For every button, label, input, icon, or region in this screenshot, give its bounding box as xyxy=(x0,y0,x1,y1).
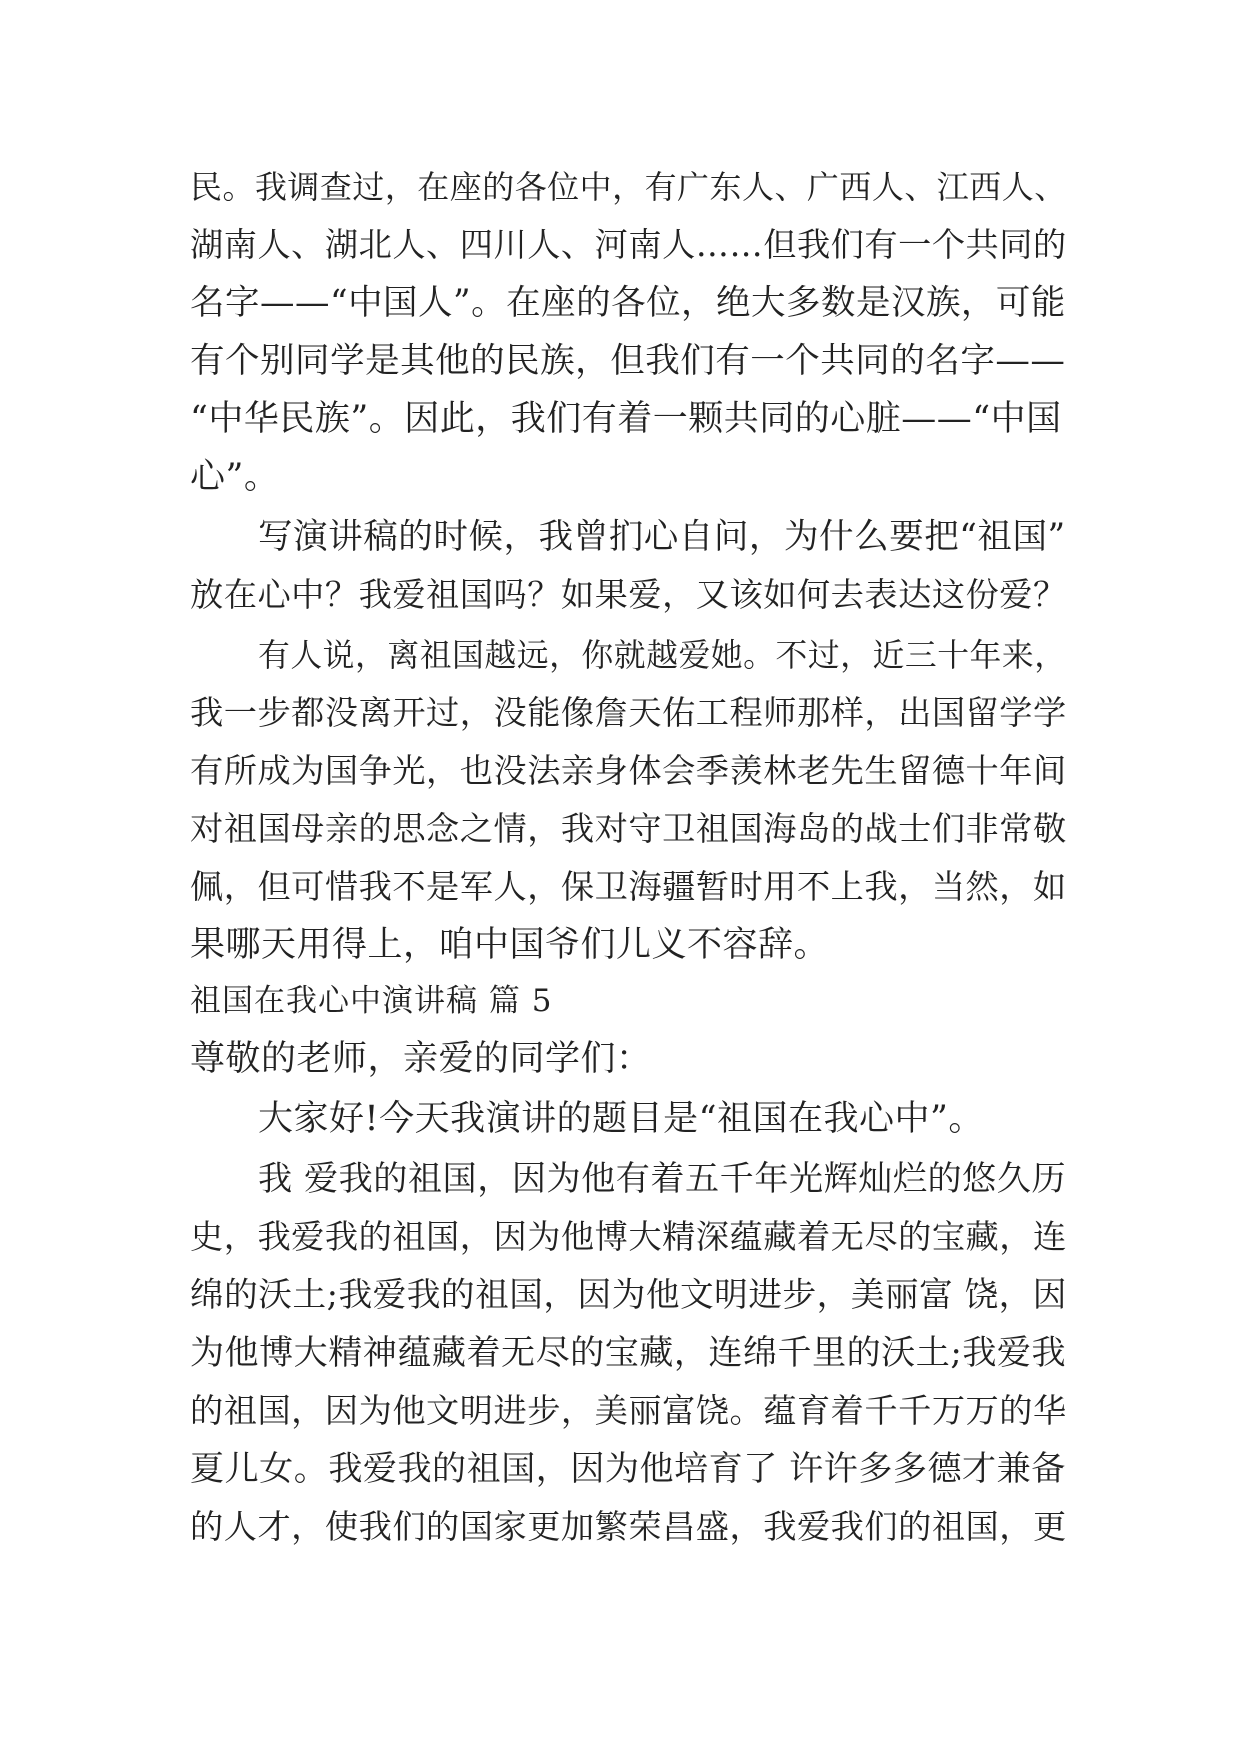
body-line: 有所成为国争光，也没法亲身体会季羡林老先生留德十年间 xyxy=(190,751,1067,790)
body-line: 名字——“中国人”。在座的各位，绝大多数是汉族，可能 xyxy=(190,283,1066,323)
body-line: 佩，但可惜我不是军人，保卫海疆暂时用不上我，当然，如 xyxy=(190,867,1067,906)
body-line: 果哪天用得上，咱中国爷们儿义不容辞。 xyxy=(190,925,830,965)
body-line: 史，我爱我的祖国，因为他博大精深蕴藏着无尽的宝藏，连 xyxy=(190,1217,1067,1256)
salutation-line: 尊敬的老师，亲爱的同学们： xyxy=(190,1039,652,1079)
body-line: 民。我调查过，在座的各位中，有广东人、广西人、江西人、 xyxy=(190,168,1067,206)
body-line: 夏儿女。我爱我的祖国，因为他培育了 许许多多德才兼备 xyxy=(190,1449,1066,1489)
body-line: 有个别同学是其他的民族，但我们有一个共同的名字—— xyxy=(190,341,1066,381)
body-line: 有人说，离祖国越远，你就越爱她。不过，近三十年来， xyxy=(258,636,1067,674)
body-line: 对祖国母亲的思念之情，我对守卫祖国海岛的战士们非常敬 xyxy=(190,809,1067,848)
body-line: 绵的沃土;我爱我的祖国，因为他文明进步，美丽富 饶，因 xyxy=(190,1275,1067,1314)
body-line: “中华民族”。因此，我们有着一颗共同的心脏——“中国 xyxy=(190,399,1062,439)
section-heading: 祖国在我心中演讲稿 篇 5 xyxy=(190,983,553,1019)
body-line: 的祖国，因为他文明进步，美丽富饶。蕴育着千千万万的华 xyxy=(190,1391,1067,1430)
body-line: 心”。 xyxy=(190,457,280,497)
body-line: 写演讲稿的时候，我曾扪心自问，为什么要把“祖国” xyxy=(258,517,1066,557)
body-line: 放在心中？我爱祖国吗？如果爱，又该如何去表达这份爱？ xyxy=(190,575,1067,614)
body-line: 我一步都没离开过，没能像詹天佑工程师那样，出国留学学 xyxy=(190,693,1067,732)
body-line: 大家好!今天我演讲的题目是“祖国在我心中”。 xyxy=(258,1099,984,1139)
body-line: 我 爱我的祖国，因为他有着五千年光辉灿烂的悠久历 xyxy=(258,1159,1067,1199)
body-line: 的人才，使我们的国家更加繁荣昌盛，我爱我们的祖国，更 xyxy=(190,1507,1067,1546)
body-line: 湖南人、湖北人、四川人、河南人……但我们有一个共同的 xyxy=(190,225,1067,264)
body-line: 为他博大精神蕴藏着无尽的宝藏，连绵千里的沃土;我爱我 xyxy=(190,1333,1067,1373)
